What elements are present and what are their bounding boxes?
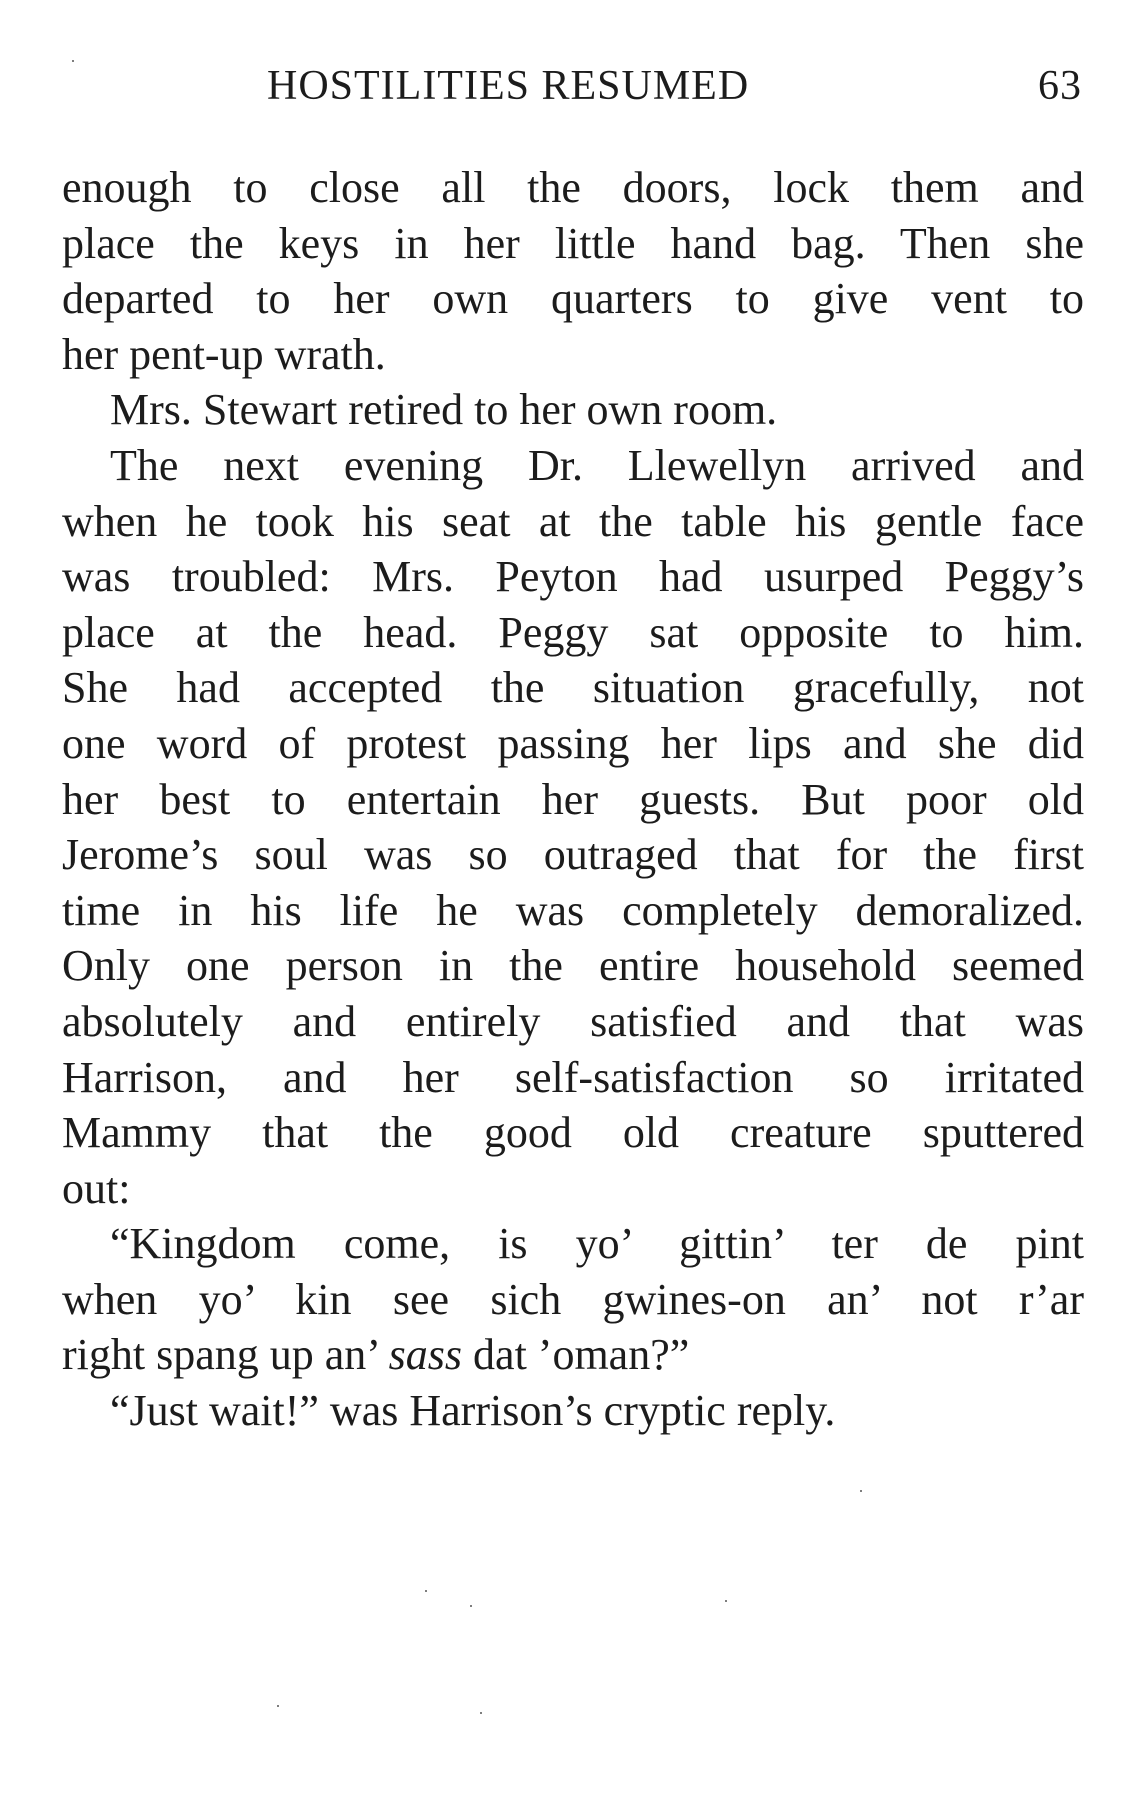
text-run: right spang up an’ bbox=[62, 1330, 389, 1380]
text-line: “Kingdom come, is yo’ gittin’ ter de pint bbox=[110, 1219, 1084, 1269]
print-speck bbox=[425, 1590, 427, 1592]
print-speck bbox=[72, 60, 74, 62]
text-line: Only one person in the entire household seemed bbox=[62, 941, 1084, 991]
text-line: Mammy that the good old creature sputtered bbox=[62, 1108, 1084, 1158]
print-speck bbox=[860, 1490, 862, 1492]
print-speck bbox=[725, 1600, 727, 1602]
text-line: departed to her own quarters to give vent to bbox=[62, 274, 1084, 324]
italic-word: sass bbox=[388, 1330, 463, 1380]
text-line: absolutely and entirely satisfied and that was bbox=[62, 996, 1084, 1046]
paragraph bbox=[62, 160, 1084, 382]
text-line: She had accepted the situation gracefully, not bbox=[62, 663, 1084, 713]
print-speck bbox=[277, 1705, 279, 1707]
text-line: enough to close all the doors, lock them and bbox=[62, 163, 1084, 212]
body-text bbox=[62, 160, 1084, 1439]
paragraph bbox=[62, 438, 1084, 1216]
text-line bbox=[62, 1327, 1084, 1383]
text-line: when yo’ kin see sich gwines-on an’ not r’ar bbox=[62, 1274, 1084, 1324]
paragraph bbox=[62, 1216, 1084, 1383]
text-line: when he took his seat at the table his gentle face bbox=[62, 496, 1084, 546]
paragraph bbox=[62, 1383, 1084, 1439]
text-line: Jerome’s soul was so outraged that for the first bbox=[62, 830, 1084, 880]
print-speck bbox=[470, 1605, 472, 1607]
paragraph bbox=[62, 382, 1084, 438]
text-line: place the keys in her little hand bag. Then she bbox=[62, 218, 1084, 268]
text-line: out: bbox=[62, 1163, 131, 1213]
text-line: her pent-up wrath. bbox=[62, 329, 386, 379]
text-run: dat ’oman?” bbox=[462, 1330, 690, 1380]
running-head bbox=[62, 62, 1082, 122]
text-line: Harrison, and her self-satisfaction so irritated bbox=[62, 1052, 1084, 1102]
text-line: time in his life he was completely demoralized. bbox=[62, 885, 1084, 935]
chapter-title: HOSTILITIES RESUMED bbox=[267, 63, 750, 109]
text-line: one word of protest passing her lips and she did bbox=[62, 718, 1084, 768]
text-line: was troubled: Mrs. Peyton had usurped Peggy’s bbox=[62, 552, 1084, 602]
text-line: “Just wait!” was Harrison’s cryptic reply. bbox=[110, 1386, 836, 1436]
text-line: Mrs. Stewart retired to her own room. bbox=[110, 385, 778, 435]
print-speck bbox=[480, 1712, 482, 1714]
page-number: 63 bbox=[1038, 63, 1082, 109]
text-line: her best to entertain her guests. But poor old bbox=[62, 774, 1084, 824]
text-line: place at the head. Peggy sat opposite to him. bbox=[62, 607, 1084, 657]
text-line: The next evening Dr. Llewellyn arrived and bbox=[110, 440, 1084, 490]
